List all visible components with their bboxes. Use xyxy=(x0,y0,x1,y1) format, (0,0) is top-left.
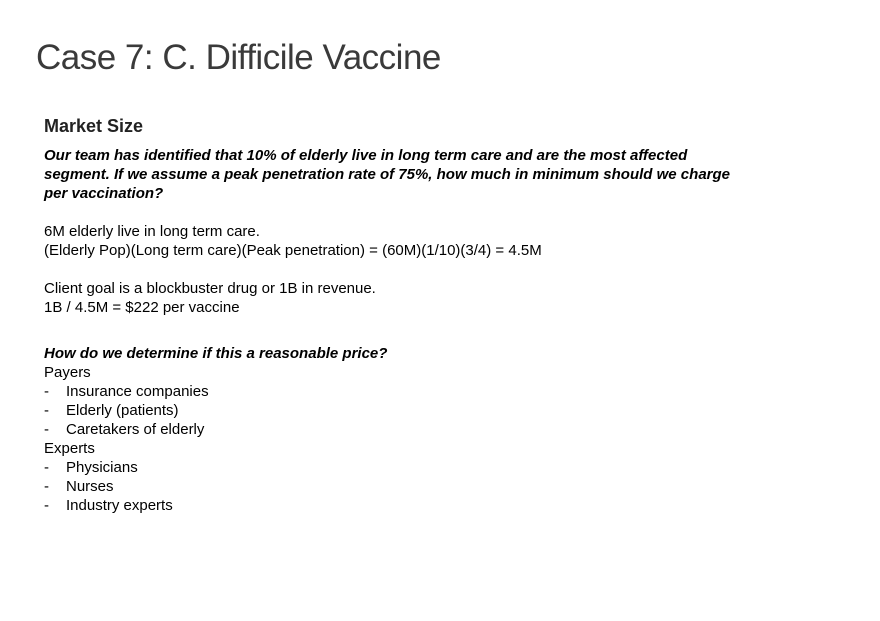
section-heading-market-size: Market Size xyxy=(44,116,144,136)
calculation-block xyxy=(44,222,764,260)
list-item xyxy=(44,420,764,439)
payers-list xyxy=(44,382,764,439)
goal-line-1: Client goal is a blockbuster drug or 1B in revenue. xyxy=(44,280,376,297)
dash-bullet: - xyxy=(44,421,49,438)
dash-bullet: - xyxy=(44,478,49,495)
dash-bullet: - xyxy=(44,383,49,400)
list-item xyxy=(44,458,764,477)
dash-bullet: - xyxy=(44,402,49,419)
list-item-text: Physicians xyxy=(66,459,138,476)
list-item-text: Industry experts xyxy=(66,497,173,514)
dash-bullet: - xyxy=(44,497,49,514)
calculation-line-1: 6M elderly live in long term care. xyxy=(44,223,260,240)
experts-list xyxy=(44,458,764,515)
market-size-question: Our team has identified that 10% of elderly live in long term care and are the most affected segment. If we assume a peak penetration rate of 75%, how much in minimum should we charge per vaccination? xyxy=(44,147,731,202)
slide-title: Case 7: C. Difficile Vaccine xyxy=(36,38,441,77)
list-item xyxy=(44,382,764,401)
reasonable-price-question: How do we determine if this a reasonable price? xyxy=(44,345,388,362)
calculation-line-2: (Elderly Pop)(Long term care)(Peak penetration) = (60M)(1/10)(3/4) = 4.5M xyxy=(44,242,542,259)
goal-block xyxy=(44,279,764,317)
list-item xyxy=(44,477,764,496)
experts-label: Experts xyxy=(44,440,95,457)
list-item-text: Caretakers of elderly xyxy=(66,421,205,438)
slide-content xyxy=(44,114,764,515)
list-item xyxy=(44,496,764,515)
list-item-text: Elderly (patients) xyxy=(66,402,179,419)
dash-bullet: - xyxy=(44,459,49,476)
list-item-text: Insurance companies xyxy=(66,383,209,400)
goal-line-2: 1B / 4.5M = $222 per vaccine xyxy=(44,299,240,316)
list-item-text: Nurses xyxy=(66,478,114,495)
list-item xyxy=(44,401,764,420)
payers-label: Payers xyxy=(44,364,91,381)
